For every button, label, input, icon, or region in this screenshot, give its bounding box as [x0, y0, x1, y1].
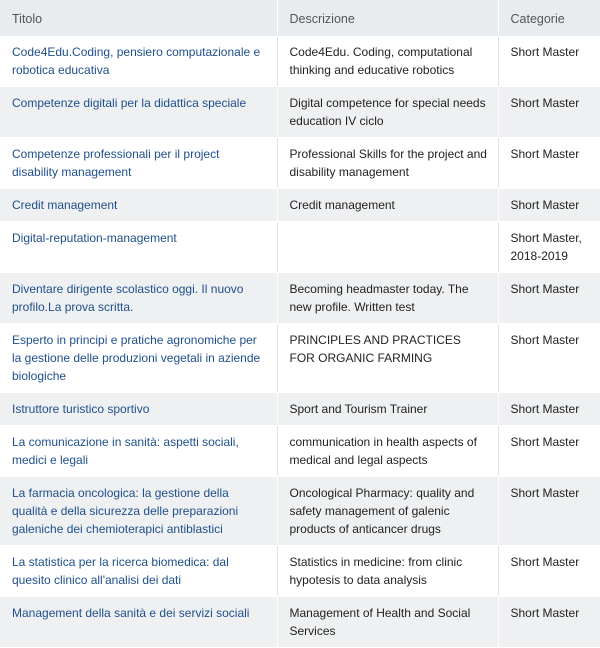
course-category: Short Master: [498, 87, 600, 138]
course-title-link[interactable]: Diventare dirigente scolastico oggi. Il nuovo profilo.La prova scritta.: [0, 273, 277, 324]
course-title-link[interactable]: La comunicazione in sanità: aspetti sociali, medici e legali: [0, 426, 277, 477]
course-title-link[interactable]: Code4Edu.Coding, pensiero computazionale e robotica educativa: [0, 36, 277, 87]
table-row: [0, 393, 600, 426]
course-description: [277, 222, 498, 273]
table-row: [0, 546, 600, 597]
column-header-categorie[interactable]: Categorie: [498, 0, 600, 36]
course-description: Becoming headmaster today. The new profile. Written test: [277, 273, 498, 324]
course-description: Sport and Tourism Trainer: [277, 393, 498, 426]
course-description: PRINCIPLES AND PRACTICES FOR ORGANIC FARMING: [277, 324, 498, 393]
course-category: Short Master: [498, 189, 600, 222]
table-row: [0, 324, 600, 393]
course-category: Short Master: [498, 273, 600, 324]
course-category: Short Master: [498, 138, 600, 189]
course-title-link[interactable]: Esperto in principi e pratiche agronomiche per la gestione delle produzioni vegetali in aziende biologiche: [0, 324, 277, 393]
table-row: [0, 87, 600, 138]
table-row: [0, 477, 600, 546]
course-description: Digital competence for special needs education IV ciclo: [277, 87, 498, 138]
course-title-link[interactable]: La farmacia oncologica: la gestione della qualità e della sicurezza delle preparazioni galeniche dei chemioterapici antiblastici: [0, 477, 277, 546]
table-row: [0, 426, 600, 477]
course-title-link[interactable]: Competenze professionali per il project disability management: [0, 138, 277, 189]
table-row: [0, 597, 600, 648]
course-description: Credit management: [277, 189, 498, 222]
course-title-link[interactable]: Istruttore turistico sportivo: [0, 393, 277, 426]
course-category: Short Master: [498, 393, 600, 426]
course-title-link[interactable]: Credit management: [0, 189, 277, 222]
course-title-link[interactable]: Management della sanità e dei servizi sociali: [0, 597, 277, 648]
header-row: [0, 0, 600, 36]
course-description: Code4Edu. Coding, computational thinking and educative robotics: [277, 36, 498, 87]
course-description: Oncological Pharmacy: quality and safety management of galenic products of anticancer drugs: [277, 477, 498, 546]
course-title-link[interactable]: Competenze digitali per la didattica speciale: [0, 87, 277, 138]
course-category: Short Master: [498, 324, 600, 393]
course-description: Professional Skills for the project and disability management: [277, 138, 498, 189]
course-category: Short Master: [498, 597, 600, 648]
column-header-titolo[interactable]: Titolo: [0, 0, 277, 36]
table-row: [0, 36, 600, 87]
table-row: [0, 138, 600, 189]
course-category: Short Master: [498, 546, 600, 597]
course-category: Short Master, 2018-2019: [498, 222, 600, 273]
course-title-link[interactable]: Digital-reputation-management: [0, 222, 277, 273]
table-row: [0, 222, 600, 273]
course-category: Short Master: [498, 36, 600, 87]
table-row: [0, 189, 600, 222]
table-body: [0, 36, 600, 648]
course-category: Short Master: [498, 426, 600, 477]
course-category: Short Master: [498, 477, 600, 546]
course-description: Statistics in medicine: from clinic hypotesis to data analysis: [277, 546, 498, 597]
course-title-link[interactable]: La statistica per la ricerca biomedica: dal quesito clinico all'analisi dei dati: [0, 546, 277, 597]
table-header: [0, 0, 600, 36]
column-header-descrizione[interactable]: Descrizione: [277, 0, 498, 36]
course-description: communication in health aspects of medical and legal aspects: [277, 426, 498, 477]
course-description: Management of Health and Social Services: [277, 597, 498, 648]
table-row: [0, 273, 600, 324]
